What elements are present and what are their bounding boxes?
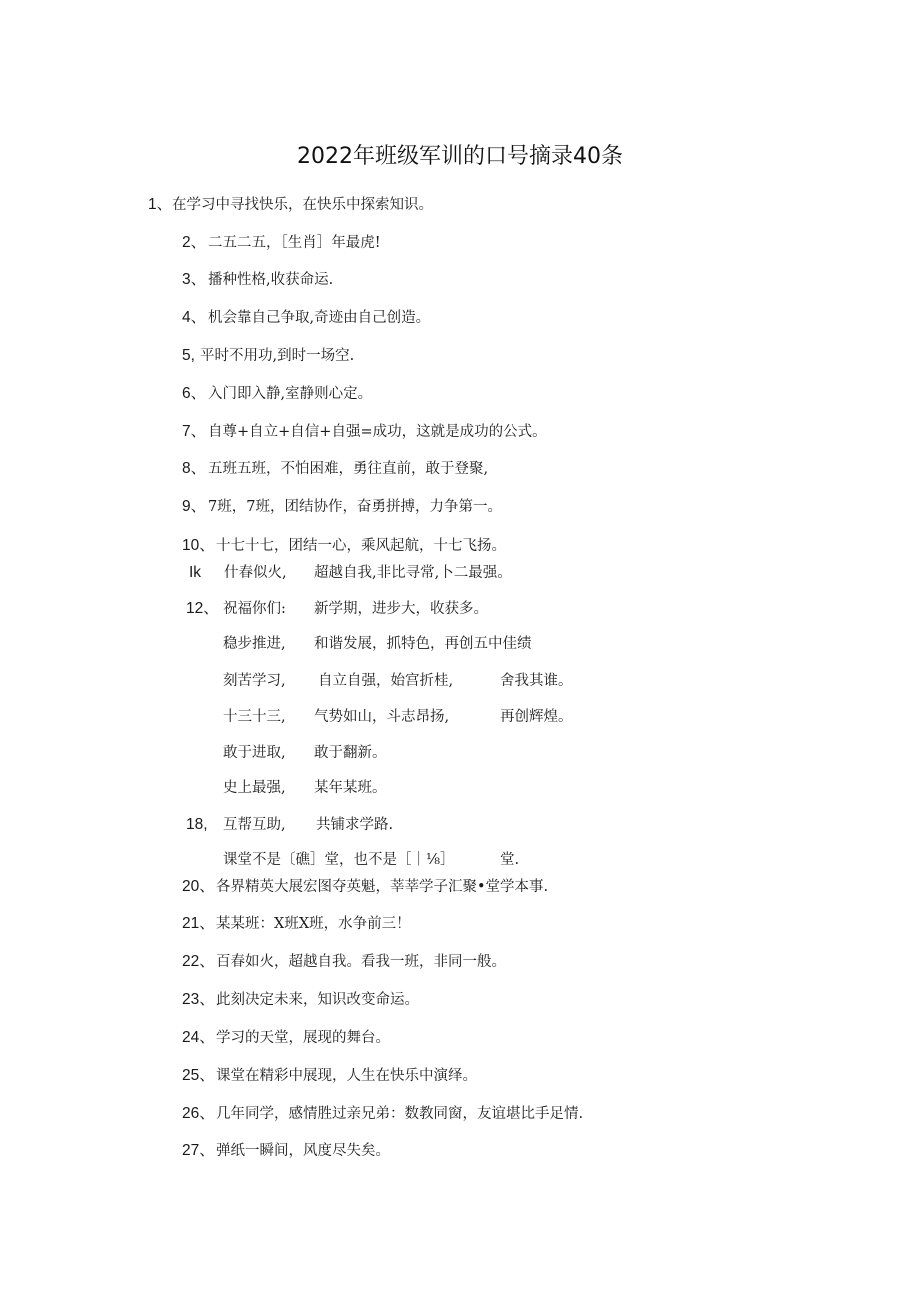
item-text: 几年同学，感情胜过亲兄弟：数教同窗，友谊堪比手足情. bbox=[216, 1106, 584, 1122]
item-text: 百春如火，超越自我。看我一班，非同一般。 bbox=[216, 954, 506, 970]
item-text: 弹纸一瞬间，风度尽失矣。 bbox=[216, 1143, 390, 1159]
item-number: 4、 bbox=[182, 309, 207, 326]
item-text-segment: 气势如山，斗志昂扬, bbox=[314, 709, 450, 725]
item-text: 7班，7班，团结协作，奋勇拼搏，力争第一。 bbox=[208, 499, 502, 515]
item-text: 二五二五，［生肖］年最虎! bbox=[208, 235, 381, 251]
item-text-segment: 某年某班。 bbox=[314, 780, 387, 796]
item-text-segment: 自立自强，始宫折桂, bbox=[318, 673, 454, 689]
item-number: 5, bbox=[182, 347, 195, 364]
item-number: 22、 bbox=[182, 953, 215, 970]
item-number: 1、 bbox=[148, 196, 173, 213]
item-text-segment: 舍我其谁。 bbox=[500, 673, 573, 689]
item-number: 18, bbox=[186, 816, 208, 833]
item-text-segment: 课堂不是〔礁］堂，也不是［｜⅛］ bbox=[223, 852, 455, 868]
item-text-segment: 史上最强, bbox=[223, 780, 286, 796]
item-text-segment: 祝福你们: bbox=[223, 601, 286, 617]
item-text-segment: 互帮互助, bbox=[223, 817, 286, 833]
item-number: 26、 bbox=[182, 1105, 215, 1122]
item-text: 播种性格,收获命运. bbox=[208, 272, 334, 288]
item-text-segment: 超越自我,非比寻常,卜二最强。 bbox=[314, 565, 512, 581]
item-text-segment: 堂. bbox=[500, 852, 520, 868]
item-text-segment: 再创辉煌。 bbox=[500, 709, 573, 725]
item-text: 各界精英大展宏图夺英魁，莘莘学子汇聚•堂学本事. bbox=[216, 879, 549, 895]
item-text-segment: 共铺求学路. bbox=[316, 817, 394, 833]
item-number: 24、 bbox=[182, 1029, 215, 1046]
item-number: 10、 bbox=[182, 537, 215, 554]
item-text: 此刻决定未来，知识改变命运。 bbox=[216, 992, 419, 1008]
page-title: 2022年班级军训的口号摘录40条 bbox=[297, 144, 623, 169]
item-text-segment: 刻苦学习, bbox=[223, 673, 286, 689]
item-text-segment: 什春似火, bbox=[224, 565, 287, 581]
item-text-segment: 和谐发展，抓特色，再创五中佳绩 bbox=[314, 636, 532, 652]
item-number: 20、 bbox=[182, 878, 215, 895]
item-text: 某某班：X班X班，水争前三！ bbox=[216, 916, 411, 932]
item-text: 入门即入静,室静则心定。 bbox=[208, 386, 373, 402]
item-text: 学习的天堂，展现的舞台。 bbox=[216, 1030, 390, 1046]
item-text: 五班五班，不怕困难，勇往直前，敢于登聚, bbox=[208, 461, 489, 477]
item-text-segment: 敢于进取, bbox=[223, 745, 286, 761]
item-text-segment: 敢于翻新。 bbox=[314, 745, 387, 761]
item-text-segment: 十三十三, bbox=[223, 709, 286, 725]
item-text: 十七十七，团结一心，乘风起航，十七飞扬。 bbox=[216, 538, 506, 554]
item-number: 6、 bbox=[182, 385, 207, 402]
item-number: 7、 bbox=[182, 423, 207, 440]
item-text: 课堂在精彩中展现，人生在快乐中演绎。 bbox=[216, 1068, 477, 1084]
item-number: 12、 bbox=[186, 600, 219, 617]
item-text: 机会靠自己争取,奇迹由自己创造。 bbox=[208, 310, 431, 326]
item-text-segment: 新学期，进步大，收获多。 bbox=[314, 601, 488, 617]
item-number: 23、 bbox=[182, 991, 215, 1008]
item-text: 在学习中寻找快乐，在快乐中探索知识。 bbox=[172, 197, 433, 213]
item-number: 8、 bbox=[182, 460, 207, 477]
item-text: 自尊+自立+自信+自强=成功，这就是成功的公式。 bbox=[208, 424, 547, 440]
item-number: 3、 bbox=[182, 271, 207, 288]
item-number: 25、 bbox=[182, 1067, 215, 1084]
item-number: 9、 bbox=[182, 498, 207, 515]
item-number: 21、 bbox=[182, 915, 215, 932]
item-number: Ik bbox=[189, 564, 202, 581]
item-number: 2、 bbox=[182, 234, 207, 251]
item-number: 27、 bbox=[182, 1142, 215, 1159]
item-text: 平时不用功,到时一场空. bbox=[200, 348, 355, 364]
item-text-segment: 稳步推进, bbox=[223, 636, 286, 652]
